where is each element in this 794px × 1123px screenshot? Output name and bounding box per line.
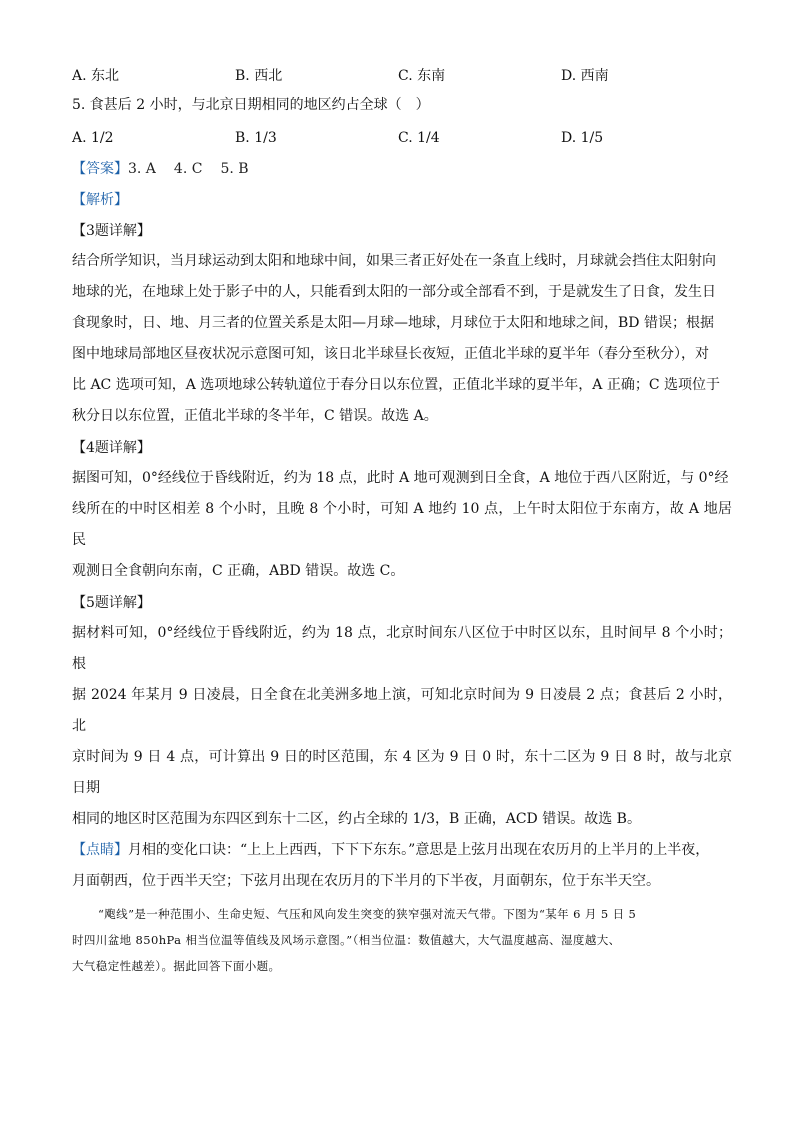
text-line: 大气稳定性越差）。据此回答下面小题。 (72, 959, 281, 973)
q4-options (72, 60, 732, 91)
note-tag: 【点睛】 (72, 842, 128, 858)
document-page (72, 60, 732, 979)
answer-5: 5. B (220, 161, 249, 177)
text-line: 时四川盆地 850hPa 相当位温等值线及风场示意图。”（相当位温：数值越大，大气温度越高、湿度越大、 (72, 933, 621, 947)
detail-3-heading: 【3题详解】 (72, 223, 151, 239)
material-intro (72, 901, 732, 979)
text-line: 食现象时，日、地、月三者的位置关系是太阳—月球—地球，月球位于太阳和地球之间，BD 错误；根据 (72, 315, 714, 331)
text-line: 秋分日以东位置，正值北半球的冬半年，C 错误。故选 A。 (72, 408, 438, 424)
question-5: 5. 食甚后 2 小时，与北京日期相同的地区约占全球（ ） (72, 97, 430, 113)
answer-3: 3. A (128, 161, 156, 177)
answer-tag: 【答案】 (72, 161, 128, 177)
option-c: C. 东南 (398, 68, 446, 84)
option-c: C. 1/4 (398, 130, 440, 146)
option-b: B. 西北 (235, 68, 283, 84)
text-line: 结合所学知识，当月球运动到太阳和地球中间，如果三者正好处在一条直上线时，月球就会挡住太阳射向 (72, 253, 716, 269)
text-line: 据图可知，0°经线位于昏线附近，约为 18 点，此时 A 地可观测到日全食，A 地位于西八区附近，与 0°经 (72, 470, 729, 486)
option-b: B. 1/3 (235, 130, 277, 146)
q5-options (72, 122, 732, 153)
option-d: D. 1/5 (561, 130, 604, 146)
detail-5-body (72, 618, 732, 835)
detail-5-heading: 【5题详解】 (72, 595, 151, 611)
answer-line (72, 153, 732, 184)
text-line: 京时间为 9 日 4 点，可计算出 9 日的时区范围，东 4 区为 9 日 0 时，东十二区为 9 日 8 时，故与北京日期 (72, 749, 732, 796)
note-body (72, 835, 732, 897)
text-line: 月面朝西，位于西半天空；下弦月出现在农历月的下半月的下半夜，月面朝东，位于东半天空。 (72, 873, 660, 889)
analysis-tag: 【解析】 (72, 192, 128, 208)
text-line: 地球的光，在地球上处于影子中的人，只能看到太阳的一部分或全部看不到，于是就发生了日食，发生日 (72, 284, 716, 300)
text-line: 相同的地区时区范围为东四区到东十二区，约占全球的 1/3，B 正确，ACD 错误。故选 B。 (72, 811, 641, 827)
answer-4: 4. C (173, 161, 203, 177)
detail-4-body (72, 463, 732, 587)
option-a: A. 1/2 (72, 130, 114, 146)
text-line: 观测日全食朝向东南，C 正确，ABD 错误。故选 C。 (72, 563, 405, 579)
text-line: 线所在的中时区相差 8 个小时，且晚 8 个小时，可知 A 地约 10 点，上午时太阳位于东南方，故 A 地居民 (72, 501, 732, 548)
detail-3-body (72, 246, 732, 432)
text-line: 比 AC 选项可知，A 选项地球公转轨道位于春分日以东位置，正值北半球的夏半年，A 正确；C 选项位于 (72, 377, 721, 393)
option-a: A. 东北 (72, 68, 120, 84)
text-line: 据材料可知，0°经线位于昏线附近，约为 18 点，北京时间东八区位于中时区以东，且时间早 8 个小时；根 (72, 625, 732, 672)
detail-4-heading: 【4题详解】 (72, 440, 151, 456)
note-line: 月相的变化口诀：“上上上西西，下下下东东。”意思是上弦月出现在农历月的上半月的上半夜， (128, 842, 710, 858)
text-line (72, 835, 732, 866)
text-line: 据 2024 年某月 9 日凌晨，日全食在北美洲多地上演，可知北京时间为 9 日凌晨 2 点；食甚后 2 小时，北 (72, 687, 732, 734)
text-line: “飑线”是一种范围小、生命史短、气压和风向发生突变的狭窄强对流天气带。下图为“某年 6 月 5 日 5 (98, 907, 637, 921)
text-line: 图中地球局部地区昼夜状况示意图可知，该日北半球昼长夜短，正值北半球的夏半年（春分至秋分），对 (72, 346, 709, 362)
option-d: D. 西南 (561, 68, 609, 84)
